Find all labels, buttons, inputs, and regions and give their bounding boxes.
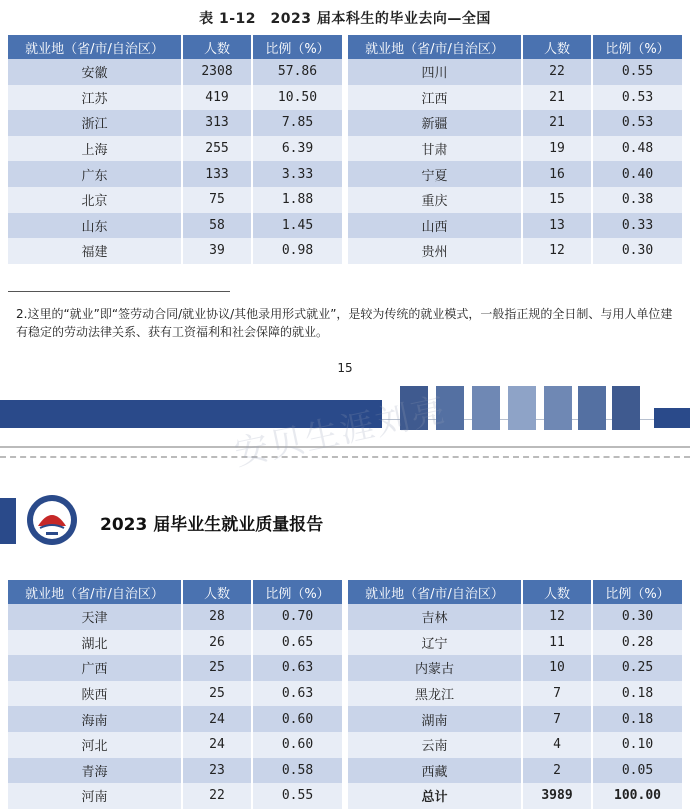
table-row xyxy=(348,85,682,111)
region-cell: 湖北 xyxy=(8,630,182,656)
percent-cell: 0.55 xyxy=(592,59,682,85)
table-right-page16 xyxy=(348,580,682,809)
region-cell: 新疆 xyxy=(348,110,522,136)
percent-cell: 0.60 xyxy=(252,706,342,732)
table-row xyxy=(348,161,682,187)
count-cell: 23 xyxy=(182,758,252,784)
count-cell: 3989 xyxy=(522,783,592,809)
header-accent-bar xyxy=(0,498,16,544)
region-cell: 广东 xyxy=(8,161,182,187)
table-left-page16 xyxy=(8,580,342,809)
percent-cell: 0.53 xyxy=(592,110,682,136)
count-cell: 28 xyxy=(182,604,252,630)
column-header-region: 就业地（省/市/自治区） xyxy=(8,35,182,59)
percent-cell: 6.39 xyxy=(252,136,342,162)
count-cell: 75 xyxy=(182,187,252,213)
count-cell: 25 xyxy=(182,655,252,681)
table-row xyxy=(348,59,682,85)
region-cell: 福建 xyxy=(8,238,182,264)
table-row xyxy=(348,110,682,136)
percent-cell: 0.38 xyxy=(592,187,682,213)
percent-cell: 0.63 xyxy=(252,655,342,681)
footnote-separator xyxy=(8,291,230,292)
percent-cell: 0.18 xyxy=(592,706,682,732)
footer-square xyxy=(544,386,572,430)
table-row xyxy=(8,681,342,707)
region-cell: 安徽 xyxy=(8,59,182,85)
count-cell: 39 xyxy=(182,238,252,264)
count-cell: 24 xyxy=(182,732,252,758)
table-row xyxy=(8,110,342,136)
table-row xyxy=(8,783,342,809)
region-cell: 总计 xyxy=(348,783,522,809)
percent-cell: 0.28 xyxy=(592,630,682,656)
percent-cell: 0.70 xyxy=(252,604,342,630)
table-title: 表 1-12 2023 届本科生的毕业去向—全国 xyxy=(199,11,491,27)
footer-square xyxy=(654,408,690,428)
count-cell: 13 xyxy=(522,213,592,239)
count-cell: 2 xyxy=(522,758,592,784)
percent-cell: 0.63 xyxy=(252,681,342,707)
count-cell: 313 xyxy=(182,110,252,136)
region-cell: 海南 xyxy=(8,706,182,732)
percent-cell: 0.65 xyxy=(252,630,342,656)
percent-cell: 3.33 xyxy=(252,161,342,187)
percent-cell: 7.85 xyxy=(252,110,342,136)
percent-cell: 57.86 xyxy=(252,59,342,85)
table-row xyxy=(348,732,682,758)
percent-cell: 0.33 xyxy=(592,213,682,239)
count-cell: 7 xyxy=(522,706,592,732)
count-cell: 133 xyxy=(182,161,252,187)
region-cell: 山西 xyxy=(348,213,522,239)
footer-square xyxy=(508,386,536,430)
region-cell: 宁夏 xyxy=(348,161,522,187)
table-row xyxy=(348,213,682,239)
count-cell: 22 xyxy=(522,59,592,85)
column-header-count: 人数 xyxy=(522,580,592,604)
count-cell: 58 xyxy=(182,213,252,239)
table-row xyxy=(348,630,682,656)
percent-cell: 0.98 xyxy=(252,238,342,264)
region-cell: 上海 xyxy=(8,136,182,162)
region-cell: 河北 xyxy=(8,732,182,758)
table-row xyxy=(8,655,342,681)
region-cell: 北京 xyxy=(8,187,182,213)
table-row xyxy=(8,187,342,213)
region-cell: 云南 xyxy=(348,732,522,758)
footer-square xyxy=(472,386,500,430)
region-cell: 贵州 xyxy=(348,238,522,264)
count-cell: 4 xyxy=(522,732,592,758)
table-row xyxy=(348,758,682,784)
region-cell: 甘肃 xyxy=(348,136,522,162)
table-row xyxy=(8,238,342,264)
percent-cell: 10.50 xyxy=(252,85,342,111)
footer-square xyxy=(578,386,606,430)
column-header-region: 就业地（省/市/自治区） xyxy=(8,580,182,604)
region-cell: 江苏 xyxy=(8,85,182,111)
percent-cell: 0.60 xyxy=(252,732,342,758)
table-row xyxy=(348,706,682,732)
table-row xyxy=(348,655,682,681)
region-cell: 河南 xyxy=(8,783,182,809)
region-cell: 内蒙古 xyxy=(348,655,522,681)
column-header-percent: 比例（%） xyxy=(252,580,342,604)
region-cell: 广西 xyxy=(8,655,182,681)
table-row xyxy=(8,732,342,758)
table-row xyxy=(348,187,682,213)
count-cell: 2308 xyxy=(182,59,252,85)
region-cell: 江西 xyxy=(348,85,522,111)
percent-cell: 0.48 xyxy=(592,136,682,162)
percent-cell: 0.30 xyxy=(592,604,682,630)
percent-cell: 0.58 xyxy=(252,758,342,784)
percent-cell: 0.25 xyxy=(592,655,682,681)
table-row xyxy=(8,85,342,111)
percent-cell: 0.05 xyxy=(592,758,682,784)
page-break-dashed xyxy=(0,456,690,458)
region-cell: 西藏 xyxy=(348,758,522,784)
table-row xyxy=(8,59,342,85)
region-cell: 四川 xyxy=(348,59,522,85)
region-cell: 黑龙江 xyxy=(348,681,522,707)
percent-cell: 100.00 xyxy=(592,783,682,809)
page-number: 15 xyxy=(337,361,353,375)
percent-cell: 0.40 xyxy=(592,161,682,187)
table-row xyxy=(8,706,342,732)
percent-cell: 0.53 xyxy=(592,85,682,111)
column-header-percent: 比例（%） xyxy=(592,35,682,59)
column-header-count: 人数 xyxy=(182,580,252,604)
column-header-count: 人数 xyxy=(522,35,592,59)
table-row xyxy=(8,136,342,162)
table-row xyxy=(8,630,342,656)
count-cell: 25 xyxy=(182,681,252,707)
footer-square xyxy=(612,386,640,430)
count-cell: 15 xyxy=(522,187,592,213)
region-cell: 吉林 xyxy=(348,604,522,630)
table-left-page15 xyxy=(8,35,342,264)
table-row xyxy=(348,783,682,809)
region-cell: 山东 xyxy=(8,213,182,239)
table-row xyxy=(8,213,342,239)
column-header-region: 就业地（省/市/自治区） xyxy=(348,580,522,604)
count-cell: 21 xyxy=(522,110,592,136)
region-cell: 辽宁 xyxy=(348,630,522,656)
count-cell: 16 xyxy=(522,161,592,187)
count-cell: 12 xyxy=(522,604,592,630)
table-row xyxy=(348,238,682,264)
percent-cell: 0.55 xyxy=(252,783,342,809)
percent-cell: 0.10 xyxy=(592,732,682,758)
table-row xyxy=(348,604,682,630)
region-cell: 陕西 xyxy=(8,681,182,707)
count-cell: 419 xyxy=(182,85,252,111)
count-cell: 22 xyxy=(182,783,252,809)
region-cell: 浙江 xyxy=(8,110,182,136)
count-cell: 19 xyxy=(522,136,592,162)
count-cell: 26 xyxy=(182,630,252,656)
table-row xyxy=(8,161,342,187)
table-right-page15 xyxy=(348,35,682,264)
footnote: 2.这里的“就业”即“签劳动合同/就业协议/其他录用形式就业”，是较为传统的就业模式，一般指正规的全日制、与用人单位建有稳定的劳动法律关系、获有工资福利和社会保障的就业。 xyxy=(16,307,673,339)
column-header-region: 就业地（省/市/自治区） xyxy=(348,35,522,59)
column-header-count: 人数 xyxy=(182,35,252,59)
percent-cell: 0.30 xyxy=(592,238,682,264)
report-title: 2023 届毕业生就业质量报告 xyxy=(100,515,324,535)
column-header-percent: 比例（%） xyxy=(592,580,682,604)
region-cell: 湖南 xyxy=(348,706,522,732)
table-row xyxy=(8,604,342,630)
table-row xyxy=(348,136,682,162)
count-cell: 7 xyxy=(522,681,592,707)
count-cell: 24 xyxy=(182,706,252,732)
region-cell: 重庆 xyxy=(348,187,522,213)
count-cell: 11 xyxy=(522,630,592,656)
count-cell: 21 xyxy=(522,85,592,111)
percent-cell: 0.18 xyxy=(592,681,682,707)
column-header-percent: 比例（%） xyxy=(252,35,342,59)
university-logo xyxy=(26,494,78,546)
count-cell: 12 xyxy=(522,238,592,264)
percent-cell: 1.45 xyxy=(252,213,342,239)
watermark: 安贝生涯刘亮 xyxy=(230,389,451,474)
region-cell: 青海 xyxy=(8,758,182,784)
table-row xyxy=(348,681,682,707)
table-row xyxy=(8,758,342,784)
count-cell: 255 xyxy=(182,136,252,162)
count-cell: 10 xyxy=(522,655,592,681)
region-cell: 天津 xyxy=(8,604,182,630)
percent-cell: 1.88 xyxy=(252,187,342,213)
